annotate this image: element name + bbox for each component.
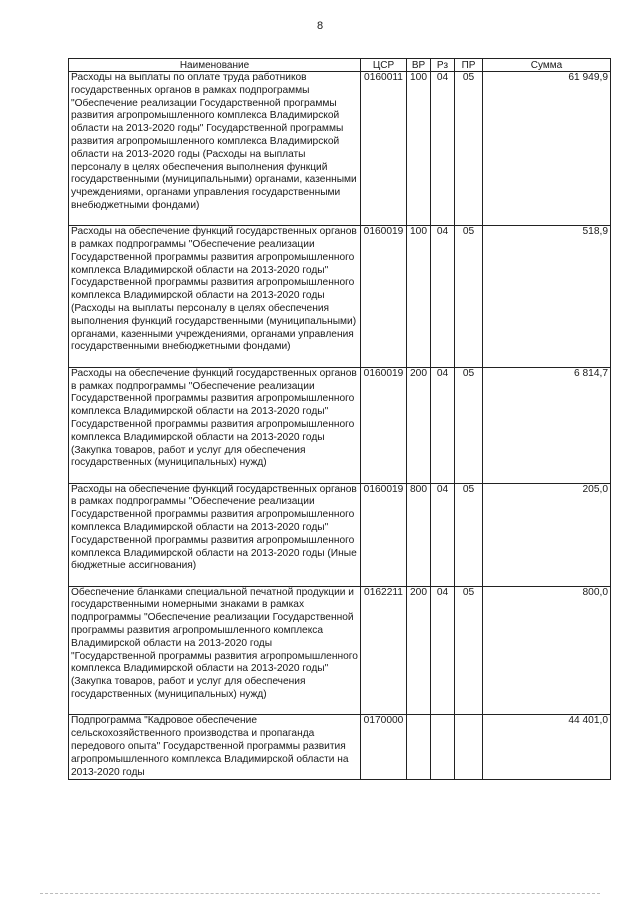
table-row	[69, 72, 611, 213]
cell-vr: 200	[407, 586, 431, 702]
cell-pr: 05	[455, 586, 483, 702]
cell-csr: 0162211	[361, 586, 407, 702]
page-number: 8	[316, 20, 324, 32]
header-sum: Сумма	[483, 59, 611, 72]
cell-vr: 200	[407, 367, 431, 470]
cell-sum: 800,0	[483, 586, 611, 702]
cell-vr	[407, 715, 431, 780]
budget-table	[68, 58, 611, 780]
cell-vr: 100	[407, 72, 431, 213]
row-spacer	[69, 573, 611, 586]
cell-name: Расходы на обеспечение функций государственных органов в рамках подпрограммы "Обеспечение реализации Государственной программы развития агропромышленного комплекса Владимирской области на 2013-2020 годы" Государственной программы развития агропромышленного комплекса Владимирской области на 2013-2020 годы (Расходы на выплаты персоналу в целях обеспечения выполнения функций государственными (муниципальными) органами, казенными учреждениями, органами управления государственными внебюджетными фондами)	[69, 226, 361, 354]
cell-vr: 800	[407, 483, 431, 573]
cell-name: Подпрограмма "Кадровое обеспечение сельскохозяйственного производства и пропаганда передового опыта" Государственной программы развития агропромышленного комплекса Владимирской области на 2013-2020 годы	[69, 715, 361, 780]
cell-rz: 04	[431, 586, 455, 702]
cell-rz: 04	[431, 226, 455, 354]
row-spacer	[69, 354, 611, 367]
header-vr: ВР	[407, 59, 431, 72]
cell-sum: 518,9	[483, 226, 611, 354]
cell-csr: 0160019	[361, 226, 407, 354]
header-csr: ЦСР	[361, 59, 407, 72]
header-name: Наименование	[69, 59, 361, 72]
row-spacer	[69, 702, 611, 715]
table-row	[69, 483, 611, 573]
cell-csr: 0160011	[361, 72, 407, 213]
cell-name: Расходы на обеспечение функций государственных органов в рамках подпрограммы "Обеспечение реализации Государственной программы развития агропромышленного комплекса Владимирской области на 2013-2020 годы" Государственной программы развития агропромышленного комплекса Владимирской области на 2013-2020 годы (Иные бюджетные ассигнования)	[69, 483, 361, 573]
cell-name: Обеспечение бланками специальной печатной продукции и государственными номерными знаками в рамках подпрограммы "Обеспечение реализации Государственной программы развития агропромышленного комплекса Владимирской области на 2013-2020 годы "Государственной программы развития агропромышленного комплекса Владимирской области на 2013-2020 годы" (Закупка товаров, работ и услуг для обеспечения государственных (муниципальных) нужд)	[69, 586, 361, 702]
page-bottom-divider	[40, 893, 600, 894]
table-row	[69, 367, 611, 470]
table-row	[69, 715, 611, 780]
row-spacer	[69, 470, 611, 483]
cell-pr: 05	[455, 226, 483, 354]
cell-rz	[431, 715, 455, 780]
cell-vr: 100	[407, 226, 431, 354]
table-row	[69, 226, 611, 354]
cell-pr: 05	[455, 72, 483, 213]
cell-name: Расходы на обеспечение функций государственных органов в рамках подпрограммы "Обеспечение реализации Государственной программы развития агропромышленного комплекса Владимирской области на 2013-2020 годы" Государственной программы развития агропромышленного комплекса Владимирской области на 2013-2020 годы (Закупка товаров, работ и услуг для обеспечения государственных (муниципальных) нужд)	[69, 367, 361, 470]
cell-csr: 0160019	[361, 367, 407, 470]
cell-pr: 05	[455, 483, 483, 573]
cell-csr: 0160019	[361, 483, 407, 573]
table-header-row	[69, 59, 611, 72]
table-row	[69, 586, 611, 702]
cell-sum: 6 814,7	[483, 367, 611, 470]
cell-csr: 0170000	[361, 715, 407, 780]
cell-rz: 04	[431, 367, 455, 470]
cell-sum: 61 949,9	[483, 72, 611, 213]
cell-sum: 44 401,0	[483, 715, 611, 780]
row-spacer	[69, 213, 611, 226]
cell-rz: 04	[431, 72, 455, 213]
cell-rz: 04	[431, 483, 455, 573]
header-pr: ПР	[455, 59, 483, 72]
cell-sum: 205,0	[483, 483, 611, 573]
cell-name: Расходы на выплаты по оплате труда работников государственных органов в рамках подпрограммы "Обеспечение реализации Государственной программы развития агропромышленного комплекса Владимирской области на 2013-2020 годы" Государственной программы развития агропромышленного комплекса Владимирской области на 2013-2020 годы (Расходы на выплаты персоналу в целях обеспечения выполнения функций государственными (муниципальными) органами, казенными учреждениями, органами управления государственными внебюджетными фондами)	[69, 72, 361, 213]
cell-pr: 05	[455, 367, 483, 470]
cell-pr	[455, 715, 483, 780]
header-rz: Рз	[431, 59, 455, 72]
